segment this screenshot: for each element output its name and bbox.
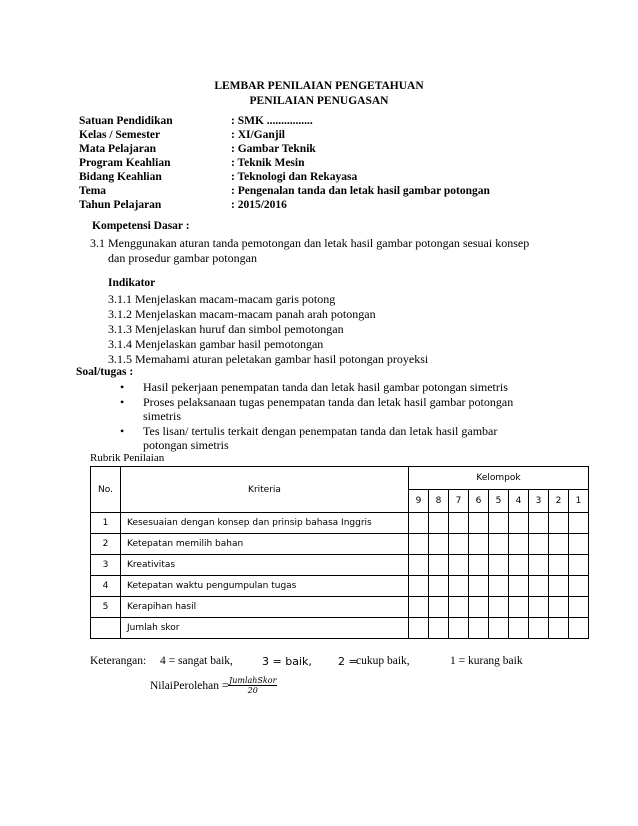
score-cell[interactable] (569, 597, 589, 618)
keterangan-1: 1 = kurang baik (450, 655, 523, 667)
soal-heading: Soal/tugas : (76, 366, 134, 378)
row-kriteria: Kerapihan hasil (121, 597, 409, 618)
score-cell[interactable] (529, 555, 549, 576)
info-value: : SMK ................ (231, 115, 313, 127)
score-cell[interactable] (449, 597, 469, 618)
bullet-dot: • (120, 395, 125, 409)
score-cell[interactable] (489, 618, 509, 639)
kelompok-number: 5 (489, 490, 509, 513)
score-cell[interactable] (509, 597, 529, 618)
soal-item: Proses pelaksanaan tugas penempatan tanda dan letak hasil gambar potongan simetris (143, 395, 514, 423)
score-cell[interactable] (489, 555, 509, 576)
score-cell[interactable] (569, 576, 589, 597)
score-cell[interactable] (409, 555, 429, 576)
score-cell[interactable] (429, 597, 449, 618)
score-cell[interactable] (429, 618, 449, 639)
score-cell[interactable] (509, 555, 529, 576)
score-cell[interactable] (449, 534, 469, 555)
row-no: 5 (91, 597, 121, 618)
keterangan-3: 3 = baik, (262, 655, 312, 668)
score-cell[interactable] (429, 576, 449, 597)
indikator-item: 3.1.3 Menjelaskan huruf dan simbol pemotongan (108, 322, 344, 336)
kompetensi-heading: Kompetensi Dasar : (92, 220, 190, 232)
score-cell[interactable] (409, 597, 429, 618)
score-cell[interactable] (409, 513, 429, 534)
row-kriteria: Ketepatan waktu pengumpulan tugas (121, 576, 409, 597)
score-cell[interactable] (449, 576, 469, 597)
info-value: : Teknologi dan Rekayasa (231, 171, 358, 183)
row-no: 1 (91, 513, 121, 534)
score-cell[interactable] (469, 534, 489, 555)
row-no: 4 (91, 576, 121, 597)
total-label: Jumlah skor (121, 618, 409, 639)
score-cell[interactable] (569, 534, 589, 555)
kelompok-number: 2 (549, 490, 569, 513)
soal-item: Tes lisan/ tertulis terkait dengan penempatan tanda dan letak hasil gambar potongan simetris (143, 424, 498, 452)
row-kriteria: Kesesuaian dengan konsep dan prinsip bahasa Inggris (121, 513, 409, 534)
info-value: : XI/Ganjil (231, 129, 285, 141)
bullet-dot: • (120, 424, 125, 438)
nilai-label: NilaiPerolehan = (150, 680, 229, 692)
info-label: Kelas / Semester (79, 129, 161, 141)
indikator-item: 3.1.4 Menjelaskan gambar hasil pemotongan (108, 337, 324, 351)
score-cell[interactable] (469, 597, 489, 618)
score-cell[interactable] (569, 618, 589, 639)
score-cell[interactable] (529, 618, 549, 639)
indikator-item: 3.1.5 Memahami aturan peletakan gambar hasil potongan proyeksi (108, 352, 429, 366)
score-cell[interactable] (529, 534, 549, 555)
score-cell[interactable] (449, 618, 469, 639)
score-cell[interactable] (549, 555, 569, 576)
score-cell[interactable] (469, 576, 489, 597)
row-no: 3 (91, 555, 121, 576)
score-cell[interactable] (449, 555, 469, 576)
row-no: 2 (91, 534, 121, 555)
info-value: : Teknik Mesin (231, 157, 305, 169)
score-cell[interactable] (549, 618, 569, 639)
kelompok-number: 3 (529, 490, 549, 513)
kelompok-number: 9 (409, 490, 429, 513)
indikator-item: 3.1.1 Menjelaskan macam-macam garis potong (108, 292, 336, 306)
score-cell[interactable] (509, 576, 529, 597)
score-cell[interactable] (409, 534, 429, 555)
score-cell[interactable] (469, 513, 489, 534)
info-label: Bidang Keahlian (79, 171, 162, 183)
keterangan-2: 2 = (338, 655, 358, 668)
row-kriteria: Ketepatan memilih bahan (121, 534, 409, 555)
rubrik-table (90, 466, 589, 639)
indikator-heading: Indikator (108, 277, 156, 289)
soal-item: Hasil pekerjaan penempatan tanda dan letak hasil gambar potongan simetris (143, 380, 508, 394)
info-label: Satuan Pendidikan (79, 115, 173, 127)
score-cell[interactable] (549, 576, 569, 597)
score-cell[interactable] (429, 555, 449, 576)
kompetensi-line: 3.1 Menggunakan aturan tanda pemotongan dan letak hasil gambar potongan sesuai konsep (90, 236, 530, 250)
info-label: Mata Pelajaran (79, 143, 156, 155)
info-label: Tahun Pelajaran (79, 199, 162, 211)
table-row (91, 576, 589, 597)
header-no: No. (91, 467, 121, 513)
table-row (91, 555, 589, 576)
info-value: : 2015/2016 (231, 199, 287, 211)
kompetensi-line: dan prosedur gambar potongan (108, 251, 257, 265)
indikator-item: 3.1.2 Menjelaskan macam-macam panah arah potongan (108, 307, 376, 321)
score-cell[interactable] (489, 513, 509, 534)
info-label: Program Keahlian (79, 157, 171, 169)
score-cell[interactable] (469, 618, 489, 639)
score-cell[interactable] (429, 513, 449, 534)
header-kelompok: Kelompok (409, 467, 589, 490)
score-cell[interactable] (529, 513, 549, 534)
info-label: Tema (79, 185, 107, 197)
rubrik-caption: Rubrik Penilaian (90, 452, 165, 464)
table-total-row (91, 618, 589, 639)
score-cell[interactable] (549, 513, 569, 534)
score-cell[interactable] (529, 597, 549, 618)
score-cell[interactable] (489, 597, 509, 618)
kelompok-number: 7 (449, 490, 469, 513)
keterangan-4: 4 = sangat baik, (160, 655, 233, 667)
fraction-numerator: JumlahSkor (229, 676, 277, 685)
score-cell[interactable] (509, 513, 529, 534)
score-cell[interactable] (409, 576, 429, 597)
table-header-row (91, 467, 589, 490)
row-kriteria: Kreativitas (121, 555, 409, 576)
kelompok-number: 6 (469, 490, 489, 513)
score-cell[interactable] (409, 618, 429, 639)
table-row (91, 534, 589, 555)
keterangan-label: Keterangan: (90, 655, 147, 667)
row-no (91, 618, 121, 639)
info-value: : Gambar Teknik (231, 143, 316, 155)
kelompok-number: 1 (569, 490, 589, 513)
keterangan-2-text: cukup baik, (356, 655, 410, 667)
page-subtitle: PENILAIAN PENUGASAN (249, 95, 389, 107)
nilai-fraction (228, 676, 277, 695)
score-cell[interactable] (529, 576, 549, 597)
score-cell[interactable] (549, 534, 569, 555)
bullet-dot: • (120, 380, 125, 394)
score-cell[interactable] (489, 534, 509, 555)
score-cell[interactable] (489, 576, 509, 597)
table-row (91, 597, 589, 618)
score-cell[interactable] (509, 534, 529, 555)
score-cell[interactable] (469, 555, 489, 576)
table-row (91, 513, 589, 534)
fraction-denominator: 20 (247, 686, 258, 695)
score-cell[interactable] (449, 513, 469, 534)
header-kriteria: Kriteria (121, 467, 409, 513)
kelompok-number: 8 (429, 490, 449, 513)
page-title: LEMBAR PENILAIAN PENGETAHUAN (214, 80, 424, 92)
kelompok-number: 4 (509, 490, 529, 513)
score-cell[interactable] (429, 534, 449, 555)
score-cell[interactable] (549, 597, 569, 618)
score-cell[interactable] (569, 555, 589, 576)
score-cell[interactable] (509, 618, 529, 639)
score-cell[interactable] (569, 513, 589, 534)
info-value: : Pengenalan tanda dan letak hasil gambar potongan (231, 185, 490, 197)
